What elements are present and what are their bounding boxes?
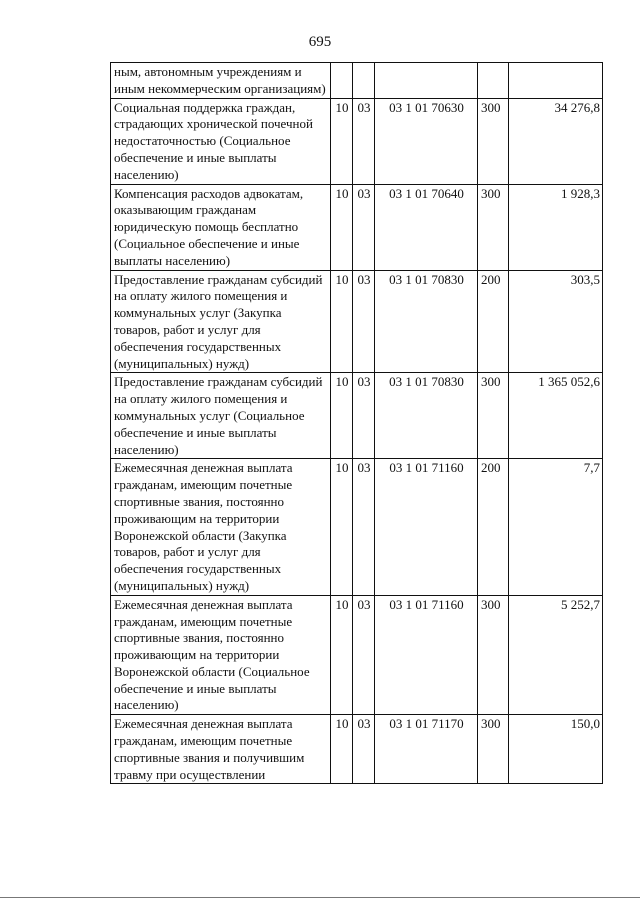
table-row	[111, 184, 603, 270]
row-expense-type: 300	[478, 715, 509, 784]
row-expense-type: 300	[478, 373, 509, 459]
row-target-code: 03 1 01 70830	[375, 270, 478, 373]
row-section: 10	[331, 270, 353, 373]
row-expense-type	[478, 63, 509, 99]
row-amount: 5 252,7	[509, 595, 603, 715]
row-amount: 150,0	[509, 715, 603, 784]
row-target-code: 03 1 01 71160	[375, 595, 478, 715]
row-amount: 1 928,3	[509, 184, 603, 270]
row-subsection: 03	[353, 459, 375, 595]
row-subsection: 03	[353, 270, 375, 373]
row-name: Предоставление гражданам субсидий на оплату жилого помещения и коммунальных услуг (Социальное обеспечение и иные выплаты населению)	[111, 373, 331, 459]
row-amount: 34 276,8	[509, 98, 603, 184]
row-section: 10	[331, 184, 353, 270]
row-subsection: 03	[353, 373, 375, 459]
row-target-code: 03 1 01 70630	[375, 98, 478, 184]
table-row	[111, 595, 603, 715]
row-amount	[509, 63, 603, 99]
row-target-code: 03 1 01 71170	[375, 715, 478, 784]
page-number: 695	[308, 34, 332, 50]
row-name: Социальная поддержка граждан, страдающих хронической почечной недостаточностью (Социальное обеспечение и иные выплаты населению)	[111, 98, 331, 184]
row-amount: 7,7	[509, 459, 603, 595]
table-row	[111, 63, 603, 99]
row-section: 10	[331, 373, 353, 459]
row-subsection: 03	[353, 98, 375, 184]
row-expense-type: 300	[478, 98, 509, 184]
table-row	[111, 715, 603, 784]
row-section: 10	[331, 715, 353, 784]
row-amount: 303,5	[509, 270, 603, 373]
row-amount: 1 365 052,6	[509, 373, 603, 459]
row-target-code: 03 1 01 71160	[375, 459, 478, 595]
row-expense-type: 300	[478, 184, 509, 270]
row-subsection: 03	[353, 715, 375, 784]
table-row	[111, 270, 603, 373]
row-target-code: 03 1 01 70830	[375, 373, 478, 459]
row-name: ным, автономным учреждениям и иным некоммерческим организациям)	[111, 63, 331, 99]
row-target-code	[375, 63, 478, 99]
row-section: 10	[331, 459, 353, 595]
budget-table-body	[111, 63, 603, 784]
row-subsection: 03	[353, 184, 375, 270]
row-section: 10	[331, 595, 353, 715]
bottom-rule	[0, 897, 640, 898]
row-expense-type: 200	[478, 459, 509, 595]
table-row	[111, 459, 603, 595]
table-row	[111, 98, 603, 184]
row-subsection	[353, 63, 375, 99]
row-target-code: 03 1 01 70640	[375, 184, 478, 270]
budget-table	[110, 62, 603, 784]
row-subsection: 03	[353, 595, 375, 715]
row-expense-type: 200	[478, 270, 509, 373]
row-name: Предоставление гражданам субсидий на оплату жилого помещения и коммунальных услуг (Закупка товаров, работ и услуг для обеспечения государственных (муниципальных) нужд)	[111, 270, 331, 373]
row-name: Ежемесячная денежная выплата гражданам, имеющим почетные спортивные звания и получившим травму при осуществлении	[111, 715, 331, 784]
row-name: Ежемесячная денежная выплата гражданам, имеющим почетные спортивные звания, постоянно проживающим на территории Воронежской области (Закупка товаров, работ и услуг для обеспечения государственных (муниципальных) нужд)	[111, 459, 331, 595]
row-name: Ежемесячная денежная выплата гражданам, имеющим почетные спортивные звания, постоянно проживающим на территории Воронежской области (Социальное обеспечение и иные выплаты населению)	[111, 595, 331, 715]
row-expense-type: 300	[478, 595, 509, 715]
row-name: Компенсация расходов адвокатам, оказывающим гражданам юридическую помощь бесплатно (Социальное обеспечение и иные выплаты населению)	[111, 184, 331, 270]
table-row	[111, 373, 603, 459]
row-section	[331, 63, 353, 99]
row-section: 10	[331, 98, 353, 184]
